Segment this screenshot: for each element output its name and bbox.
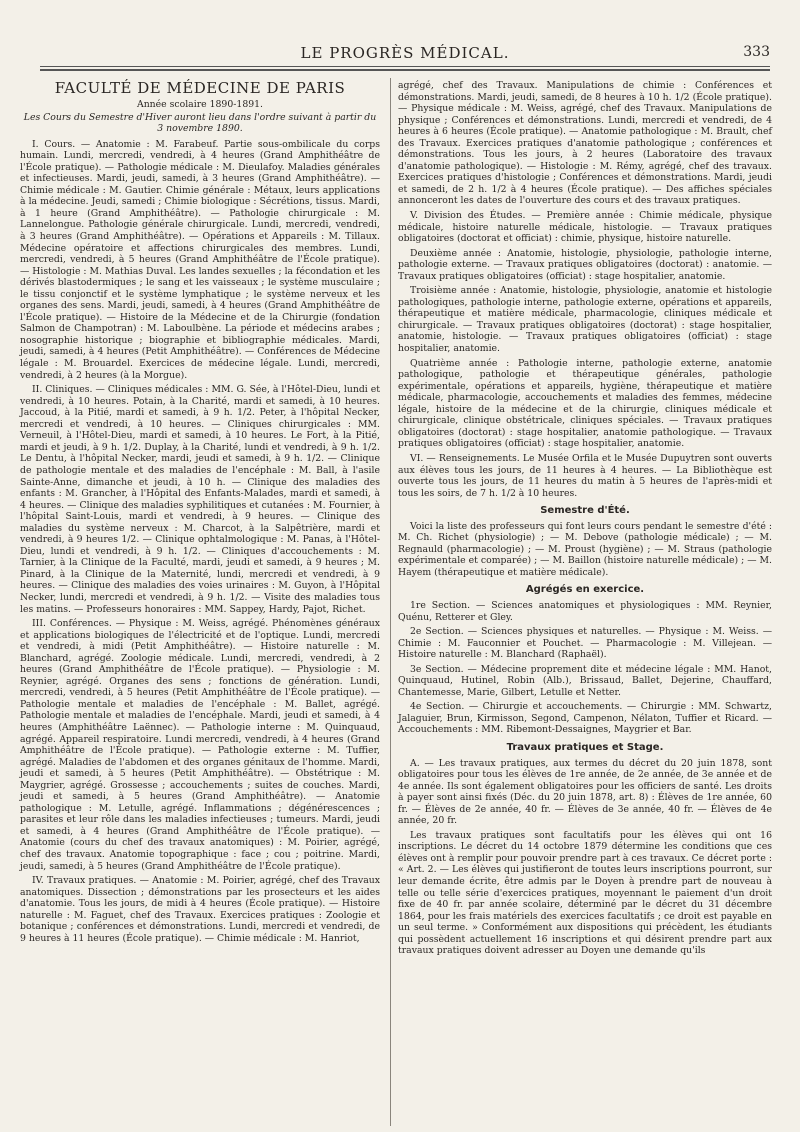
paragraph-renseignements: VI. — Renseignements. Le Musée Orfila et le Musée Dupuytren sont ouverts aux élèves tous les jours, de 11 heures à 4 heures. — La Bibliothèque est ouverte tous les jours, de 11 heures du matin à 5 heures de l'après-midi et tous les soirs, de 7 h. 1/2 à 10 heures.: [398, 452, 772, 499]
paragraph-section-1: 1re Section. — Sciences anatomiques et physiologiques : MM. Reynier, Quénu, Retterer et Gley.: [398, 599, 772, 623]
paragraph-section-2: 2e Section. — Sciences physiques et naturelles. — Physique : M. Weiss. — Chimie : M. Fauconnier et Pouchet. — Pharmacologie : M. Villejean. — Histoire naturelle : M. Blanchard (Raphaël).: [398, 626, 772, 661]
section-title: FACULTÉ DE MÉDECINE DE PARIS: [54, 79, 346, 97]
paragraph-travaux-a: A. — Les travaux pratiques, aux termes du décret du 20 juin 1878, sont obligatoires pour tous les élèves de 1re année, de 2e année, de 3e année et de 4e année. Ils sont également obligatoires pour les officiers de santé. Les droits à payer sont ainsi fixés (Déc. du 20 juin 1878, art. 8) : Élèves de 1re année, 60 fr. — Élèves de 2e année, 40 fr. — Élèves de 3e année, 40 fr. — Élèves de 4e année, 20 fr.: [398, 757, 772, 827]
school-year: Année scolaire 1890-1891.: [136, 99, 264, 110]
right-column: [398, 80, 772, 960]
paragraph-cours: I. Cours. — Anatomie : M. Farabeuf. Partie sous-ombilicale du corps humain. Lundi, mercredi, vendredi, à 4 heures (Grand Amphithéâtre de l'École pratique). — Pathologie médicale : M. Dieulafoy. Maladies générales et infectieuses. Mardi, jeudi, samedi, à 3 heures (Grand Amphithéâtre). — Chimie médicale : M. Gautier. Chimie générale : Métaux, leurs applications à la médecine. Jeudi, samedi ; Chimie biologique : Sécrétions, tissus. Mardi, à 1 heure (Grand Amphithéâtre). — Pathologie chirurgicale : M. Lannelongue. Pathologie générale chirurgicale. Lundi, mercredi, vendredi, à 3 heures (Grand Amphithéâtre). — Opérations et Appareils : M. Tillaux. Médecine opératoire et affections chirurgicales des membres. Lundi, mercredi, vendredi, à 5 heures (Grand Amphithéâtre de l'École pratique). — Histologie : M. Mathias Duval. Les landes sexuelles ; la fécondation et les dérivés blastodermiques ; le sang et les vaisseaux ; le système musculaire ; le tissu conjonctif et le système lymphatique ; le système nerveux et les organes des sens. Mardi, jeudi, samedi, à 4 heures (Grand Amphithéâtre de l'École pratique). — Histoire de la Médecine et de la Chirurgie (fondation Salmon de Champotran) : M. Laboulbène. La période et médecins arabes ; nosographie historique ; biographie et bibliographie médicales. Mardi, jeudi, samedi, à 4 heures (Petit Amphithéâtre). — Conférences de Médecine légale : M. Brouardel. Exercices de médecine légale. Lundi, mercredi, vendredi, à 2 heures (à la Morgue).: [20, 138, 380, 381]
paragraph-division-etudes: V. Division des Études. — Première année : Chimie médicale, physique médicale, histoire naturelle médicale, histologie. — Travaux pratiques obligatoires (doctorat et officiat) : chimie, physique, histoire naturelle.: [398, 210, 772, 245]
column-separator: [390, 78, 391, 1126]
journal-title: LE PROGRÈS MÉDICAL.: [300, 44, 510, 62]
paragraph-conferences: III. Conférences. — Physique : M. Weiss, agrégé. Phénomènes généraux et applications biologiques de l'électricité et de l'optique. Lundi, mercredi et vendredi, à midi (Petit Amphithéâtre). — Histoire naturelle : M. Blanchard, agrégé. Zoologie médicale. Lundi, mercredi, vendredi, à 2 heures (Grand Amphithéâtre de l'École pratique). — Physiologie : M. Reynier, agrégé. Organes des sens ; fonctions de génération. Lundi, mercredi, vendredi, à 5 heures (Petit Amphithéâtre de l'École pratique). — Pathologie mentale et maladies de l'encéphale : M. Ballet, agrégé. Pathologie mentale et maladies de l'encéphale. Mardi, jeudi et samedi, à 4 heures (Amphithéâtre Laënnec). — Pathologie interne : M. Quinquaud, agrégé. Appareil respiratoire. Lundi mercredi, vendredi, à 4 heures (Grand Amphithéâtre de l'École pratique). — Pathologie externe : M. Tuffier, agrégé. Maladies de l'abdomen et des organes génitaux de l'homme. Mardi, jeudi et samedi, à 5 heures (Petit Amphithéâtre). — Obstétrique : M. Maygrier, agrégé. Grossesse ; accouchements ; suites de couches. Mardi, jeudi et samedi, à 5 heures (Grand Amphithéâtre). — Anatomie pathologique : M. Letulle, agrégé. Inflammations ; dégénérescences ; parasites et leur rôle dans les maladies infectieuses ; tumeurs. Mardi, jeudi et samedi, à 4 heures (Grand Amphithéâtre de l'École pratique). — Anatomie (cours du chef des travaux anatomiques) : M. Poirier, agrégé, chef des travaux. Anatomie topographique : face ; cou ; poitrine. Mardi, jeudi, samedi, à 5 heures (Grand Amphithéâtre de l'École pratique).: [20, 618, 380, 872]
paragraph-travaux-facultatifs: Les travaux pratiques sont facultatifs pour les élèves qui ont 16 inscriptions. Le décret du 14 octobre 1879 détermine les conditions que ces élèves ont à remplir pour pouvoir prendre part à ces travaux. Ce décret porte : « Art. 2. — Les élèves qui justifieront de toutes leurs inscriptions pourront, sur leur demande écrite, être admis par le Doyen à prendre part de nouveau à telle ou telle série d'exercices pratiques, moyennant le paiement d'un droit fixe de 40 fr. par année scolaire, déterminé par le décret du 31 décembre 1864, pour les frais matériels des exercices facultatifs ; ce droit est payable en un seul terme. » Conformément aux dispositions qui précèdent, les étudiants qui possèdent actuellement 16 inscriptions et qui désirent prendre part aux travaux pratiques doivent adresser au Doyen une demande qu'ils: [398, 829, 772, 957]
paragraph-travaux-pratiques: IV. Travaux pratiques. — Anatomie : M. Poirier, agrégé, chef des Travaux anatomiques. Dissection ; démonstrations par les prosecteurs et les aides d'anatomie. Tous les jours, de midi à 4 heures (École pratique). — Histoire naturelle : M. Faguet, chef des Travaux. Exercices pratiques : Zoologie et botanique ; conférences et démonstrations. Lundi, mercredi et vendredi, de 9 heures à 11 heures (École pratique). — Chimie médicale : M. Hanriot,: [20, 875, 380, 944]
header-rule: [40, 66, 770, 67]
travaux-heading: Travaux pratiques et Stage.: [506, 741, 664, 753]
section-intro: Les Cours du Semestre d'Hiver auront lieu dans l'ordre suivant à partir du 3 novembre 1890.: [23, 111, 377, 135]
paragraph-deuxieme-annee: Deuxième année : Anatomie, histologie, physiologie, pathologie interne, pathologie externe. — Travaux pratiques obligatoires (doctorat) : anatomie. — Travaux pratiques obligatoires (officiat) : stage hospitalier, anatomie.: [398, 247, 772, 282]
page-number: 333: [743, 44, 770, 60]
paragraph-quatrieme-annee: Quatrième année : Pathologie interne, pathologie externe, anatomie pathologique, pathologie et thérapeutique générales, pathologie expérimentale, opérations et appareils, hygiène, thérapeutique et matière médicale, pharmacologie, accouchements et maladies des femmes, médecine légale, histoire de la médecine et de la chirurgie, cliniques médicale et chirurgicale, clinique obstétricale, cliniques spéciales. — Travaux pratiques obligatoires (doctorat) : stage hospitalier, anatomie pathologique. — Travaux pratiques obligatoires (officiat) : stage hospitalier, anatomie.: [398, 357, 772, 450]
paragraph-section-3: 3e Section. — Médecine proprement dite et médecine légale : MM. Hanot, Quinquaud, Hutinel, Robin (Alb.), Brissaud, Ballet, Dejerine, Chauffard, Chantemesse, Marie, Gilbert, Letulle et Netter.: [398, 663, 772, 698]
paragraph-section-4: 4e Section. — Chirurgie et accouchements. — Chirurgie : MM. Schwartz, Jalaguier, Brun, Kirmisson, Segond, Campenon, Nélaton, Tuffier et Ricard. — Accouchements : MM. Ribemont-Dessaignes, Maygrier et Bar.: [398, 701, 772, 736]
header-rule-thick: [40, 69, 770, 71]
summer-heading: Semestre d'Été.: [540, 505, 630, 517]
agreges-heading: Agrégés en exercice.: [525, 584, 645, 596]
page-header: [40, 44, 770, 68]
left-column: [20, 80, 380, 947]
paragraph-cliniques: II. Cliniques. — Cliniques médicales : MM. G. Sée, à l'Hôtel-Dieu, lundi et vendredi, à 10 heures. Potain, à la Charité, mardi et samedi, à 10 heures. Jaccoud, à la Pitié, mardi et samedi, à 9 h. 1/2. Peter, à l'hôpital Necker, mercredi et vendredi, à 10 heures. — Cliniques chirurgicales : MM. Verneuil, à l'Hôtel-Dieu, mardi et samedi, à 10 heures. Le Fort, à la Pitié, mardi et jeudi, à 9 h. 1/2. Duplay, à la Charité, lundi et vendredi, à 9 h. 1/2. Le Dentu, à l'hôpital Necker, mardi, jeudi et samedi, à 9 h. 1/2. — Clinique de pathologie mentale et des maladies de l'encéphale : M. Ball, à l'asile Sainte-Anne, dimanche et jeudi, à 10 h. — Clinique des maladies des enfants : M. Grancher, à l'Hôpital des Enfants-Malades, mardi et samedi, à 4 heures. — Clinique des maladies syphilitiques et cutanées : M. Fournier, à l'hôpital Saint-Louis, mardi et vendredi, à 9 heures. — Clinique des maladies du système nerveux : M. Charcot, à la Salpêtrière, mardi et vendredi, à 9 heures 1/2. — Clinique ophtalmologique : M. Panas, à l'Hôtel-Dieu, lundi et vendredi, à 9 h. 1/2. — Cliniques d'accouchements : M. Tarnier, à la Clinique de la Faculté, mardi, jeudi et samedi, à 9 heures ; M. Pinard, à la Clinique de la Maternité, lundi, mercredi et vendredi, à 9 heures. — Clinique des maladies des voies urinaires : M. Guyon, à l'Hôpital Necker, lundi, mercredi et vendredi, à 9 h. 1/2. — Visite des maladies tous les matins. — Professeurs honoraires : MM. Sappey, Hardy, Pajot, Richet.: [20, 384, 380, 615]
paragraph-continuation: agrégé, chef des Travaux. Manipulations de chimie : Conférences et démonstrations. Mardi, jeudi, samedi, de 8 heures à 10 h. 1/2 (École pratique). — Physique médicale : M. Weiss, agrégé, chef des Travaux. Manipulations de physique ; Conférences et démonstrations. Lundi, mercredi et vendredi, de 4 heures à 6 heures (École pratique). — Anatomie pathologique : M. Brault, chef des Travaux. Exercices pratiques d'anatomie pathologique ; conférences et démonstrations. Tous les jours, à 2 heures (Laboratoire des travaux d'anatomie pathologique). — Histologie : M. Rémy, agrégé, chef des travaux. Exercices pratiques d'histologie ; Conférences et démonstrations. Mardi, jeudi et samedi, de 2 h. 1/2 à 4 heures (École pratique). — Des affiches spéciales annonceront les dates de l'ouverture des cours et des travaux pratiques.: [398, 80, 772, 207]
paragraph-summer: Voici la liste des professeurs qui font leurs cours pendant le semestre d'été : M. Ch. Richet (physiologie) ; — M. Debove (pathologie médicale) ; — M. Regnauld (pharmacologie) ; — M. Proust (hygiène) ; — M. Straus (pathologie expérimentale et comparée) ; — M. Baillon (histoire naturelle médicale) ; — M. Hayem (thérapeutique et matière médicale).: [398, 520, 772, 578]
paragraph-troisieme-annee: Troisième année : Anatomie, histologie, physiologie, anatomie et histologie pathologiques, pathologie interne, pathologie externe, opérations et appareils, thérapeutique et matière médicale, pharmacologie, cliniques médicale et chirurgicale. — Travaux pratiques obligatoires (doctorat) : stage hospitalier, anatomie, histologie. — Travaux pratiques obligatoires (officiat) : stage hospitalier, anatomie.: [398, 285, 772, 355]
